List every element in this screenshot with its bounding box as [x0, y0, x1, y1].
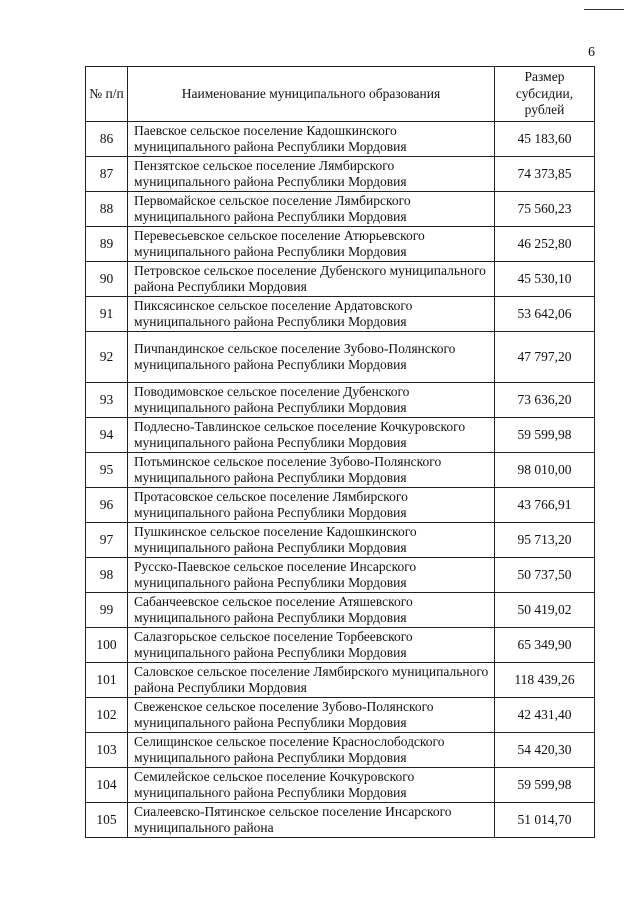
municipality-name: Перевесьевское сельское поселение Атюрьевского муниципального района Республики Мордовия	[128, 227, 495, 262]
subsidy-amount: 98 010,00	[495, 453, 595, 488]
municipality-name: Первомайское сельское поселение Лямбирского муниципального района Республики Мордовия	[128, 192, 495, 227]
municipality-name: Саловское сельское поселение Лямбирского муниципального района Республики Мордовия	[128, 663, 495, 698]
table-row	[86, 227, 595, 262]
table-row	[86, 768, 595, 803]
subsidy-amount: 43 766,91	[495, 488, 595, 523]
subsidy-amount: 73 636,20	[495, 383, 595, 418]
table-row	[86, 488, 595, 523]
top-rule	[584, 9, 624, 10]
subsidy-amount: 45 530,10	[495, 262, 595, 297]
municipality-name: Пензятское сельское поселение Лямбирского муниципального района Республики Мордовия	[128, 157, 495, 192]
table-row	[86, 663, 595, 698]
subsidy-amount: 42 431,40	[495, 698, 595, 733]
table-row	[86, 122, 595, 157]
table-row	[86, 453, 595, 488]
row-number: 98	[86, 558, 128, 593]
row-number: 94	[86, 418, 128, 453]
municipality-name: Свеженское сельское поселение Зубово-Полянского муниципального района Республики Мордовия	[128, 698, 495, 733]
header-name: Наименование муниципального образования	[128, 67, 495, 122]
subsidy-amount: 65 349,90	[495, 628, 595, 663]
subsidy-amount: 54 420,30	[495, 733, 595, 768]
municipality-name: Салазгорьское сельское поселение Торбеевского муниципального района Республики Мордовия	[128, 628, 495, 663]
table-row	[86, 383, 595, 418]
page-number: 6	[588, 45, 595, 60]
subsidy-table	[85, 66, 595, 838]
municipality-name: Протасовское сельское поселение Лямбирского муниципального района Республики Мордовия	[128, 488, 495, 523]
subsidy-amount: 46 252,80	[495, 227, 595, 262]
row-number: 105	[86, 803, 128, 838]
row-number: 100	[86, 628, 128, 663]
subsidy-amount: 45 183,60	[495, 122, 595, 157]
subsidy-amount: 118 439,26	[495, 663, 595, 698]
municipality-name: Сабанчеевское сельское поселение Атяшевского муниципального района Республики Мордовия	[128, 593, 495, 628]
row-number: 95	[86, 453, 128, 488]
header-num: № п/п	[86, 67, 128, 122]
subsidy-amount: 59 599,98	[495, 418, 595, 453]
table-row	[86, 297, 595, 332]
table-row	[86, 157, 595, 192]
row-number: 87	[86, 157, 128, 192]
municipality-name: Сиалеевско-Пятинское сельское поселение Инсарского муниципального района	[128, 803, 495, 838]
header-amount: Размер субсидии, рублей	[495, 67, 595, 122]
municipality-name: Поводимовское сельское поселение Дубенского муниципального района Республики Мордовия	[128, 383, 495, 418]
row-number: 96	[86, 488, 128, 523]
table-row	[86, 803, 595, 838]
row-number: 97	[86, 523, 128, 558]
row-number: 104	[86, 768, 128, 803]
row-number: 88	[86, 192, 128, 227]
row-number: 90	[86, 262, 128, 297]
subsidy-amount: 95 713,20	[495, 523, 595, 558]
row-number: 89	[86, 227, 128, 262]
subsidy-amount: 51 014,70	[495, 803, 595, 838]
row-number: 86	[86, 122, 128, 157]
table-row	[86, 593, 595, 628]
subsidy-amount: 75 560,23	[495, 192, 595, 227]
municipality-name: Русско-Паевское сельское поселение Инсарского муниципального района Республики Мордовия	[128, 558, 495, 593]
subsidy-amount: 50 737,50	[495, 558, 595, 593]
row-number: 92	[86, 332, 128, 383]
municipality-name: Селищинское сельское поселение Краснослободского муниципального района Республики Мордовия	[128, 733, 495, 768]
subsidy-amount: 59 599,98	[495, 768, 595, 803]
table-row	[86, 332, 595, 383]
row-number: 99	[86, 593, 128, 628]
table-row	[86, 523, 595, 558]
table-row	[86, 628, 595, 663]
municipality-name: Пичпандинское сельское поселение Зубово-Полянского муниципального района Республики Мордовия	[128, 332, 495, 383]
municipality-name: Пиксясинское сельское поселение Ардатовского муниципального района Республики Мордовия	[128, 297, 495, 332]
table-row	[86, 192, 595, 227]
municipality-name: Подлесно-Тавлинское сельское поселение Кочкуровского муниципального района Республики Мордовия	[128, 418, 495, 453]
subsidy-amount: 53 642,06	[495, 297, 595, 332]
table-header-row	[86, 67, 595, 122]
table-row	[86, 558, 595, 593]
row-number: 102	[86, 698, 128, 733]
municipality-name: Петровское сельское поселение Дубенского муниципального района Республики Мордовия	[128, 262, 495, 297]
row-number: 101	[86, 663, 128, 698]
municipality-name: Семилейское сельское поселение Кочкуровского муниципального района Республики Мордовия	[128, 768, 495, 803]
subsidy-amount: 47 797,20	[495, 332, 595, 383]
table-row	[86, 698, 595, 733]
municipality-name: Паевское сельское поселение Кадошкинского муниципального района Республики Мордовия	[128, 122, 495, 157]
table-row	[86, 262, 595, 297]
row-number: 93	[86, 383, 128, 418]
row-number: 91	[86, 297, 128, 332]
subsidy-amount: 50 419,02	[495, 593, 595, 628]
municipality-name: Пушкинское сельское поселение Кадошкинского муниципального района Республики Мордовия	[128, 523, 495, 558]
table-row	[86, 733, 595, 768]
municipality-name: Потьминское сельское поселение Зубово-Полянского муниципального района Республики Мордовия	[128, 453, 495, 488]
table-row	[86, 418, 595, 453]
row-number: 103	[86, 733, 128, 768]
subsidy-amount: 74 373,85	[495, 157, 595, 192]
